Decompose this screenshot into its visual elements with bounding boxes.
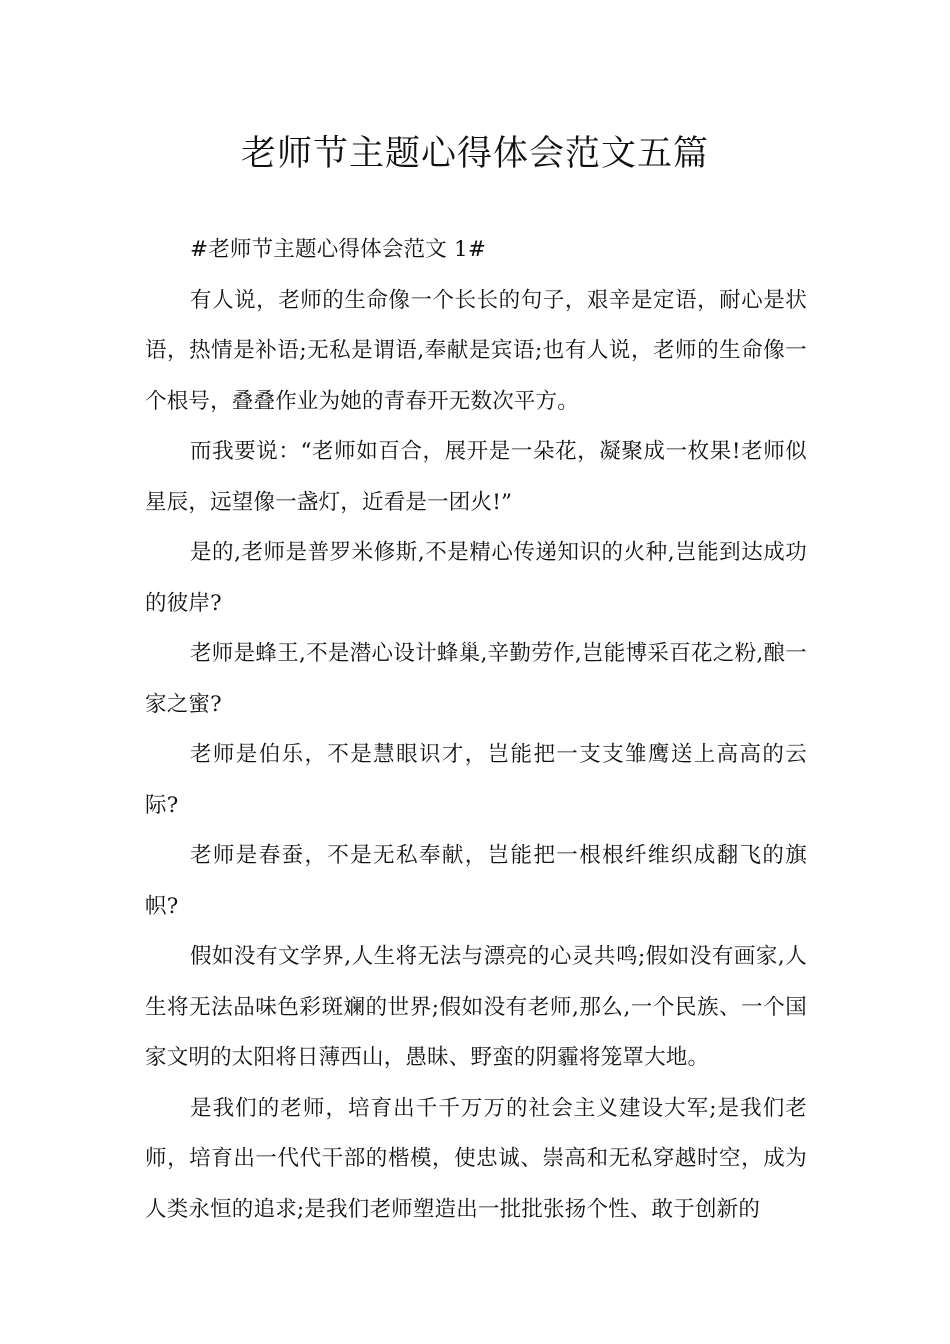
paragraph: 假如没有文学界,人生将无法与漂亮的心灵共鸣;假如没有画家,人生将无法品味色彩斑斓的世界;假如没有老师,那么,一个民族、一个国家文明的太阳将日薄西山，愚昧、野蛮的阴霾将笼罩大地。 xyxy=(145,944,807,1070)
document-title: 老师节主题心得体会范文五篇 xyxy=(240,134,709,174)
paragraph: 而我要说：“老师如百合，展开是一朵花，凝聚成一枚果!老师似星辰，远望像一盏灯，近看是一团火!” xyxy=(145,439,807,515)
paragraph: 是我们的老师，培育出千千万万的社会主义建设大军;是我们老师，培育出一代代干部的楷模，使忠诚、崇高和无私穿越时空，成为人类永恒的追求;是我们老师塑造出一批批张扬个性、敢于创新的 xyxy=(145,1095,807,1222)
section-heading: #老师节主题心得体会范文 1# xyxy=(190,237,487,262)
paragraph: 老师是伯乐，不是慧眼识才，岂能把一支支雏鹰送上高高的云际? xyxy=(145,742,807,818)
paragraph: 老师是春蚕，不是无私奉献，岂能把一根根纤维织成翻飞的旗帜? xyxy=(145,843,807,919)
paragraph: 老师是蜂王,不是潜心设计蜂巢,辛勤劳作,岂能博采百花之粉,酿一家之蜜? xyxy=(145,641,807,717)
document-body xyxy=(145,225,807,1235)
paragraph: 是的,老师是普罗米修斯,不是精心传递知识的火种,岂能到达成功的彼岸? xyxy=(145,540,807,616)
paragraph: 有人说，老师的生命像一个长长的句子，艰辛是定语，耐心是状语，热情是补语;无私是谓语,奉献是宾语;也有人说，老师的生命像一个根号，叠叠作业为她的青春开无数次平方。 xyxy=(145,287,807,414)
